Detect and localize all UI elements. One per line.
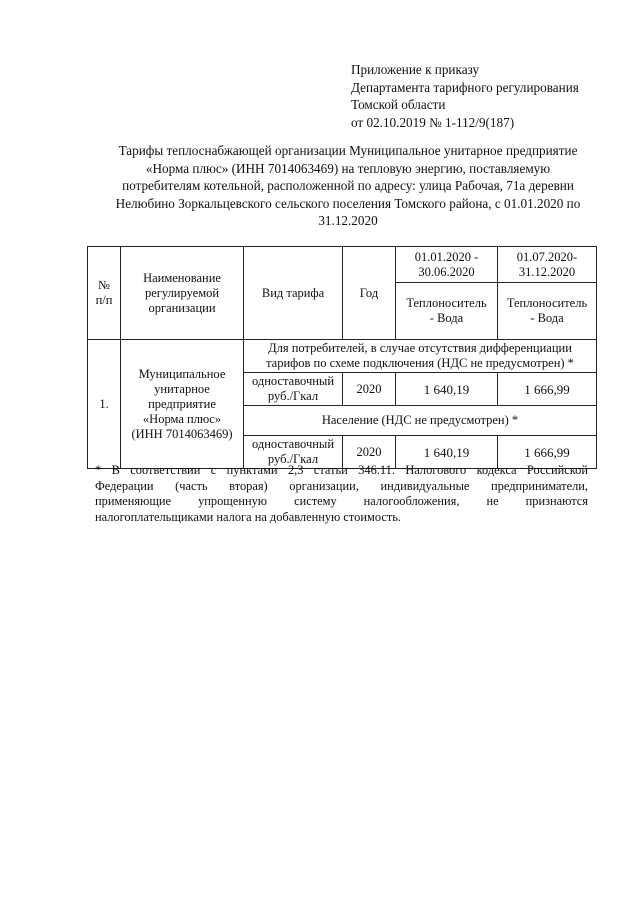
title-line: «Норма плюс» (ИНН 7014063469) на тепловую энергию, поставляемую: [145, 160, 551, 176]
group-label-population: Население (НДС не предусмотрен) *: [244, 406, 597, 436]
tariff-value-period-1: 1 640,19: [396, 373, 498, 406]
footnote: [95, 463, 588, 525]
header-row: [88, 247, 597, 283]
row-org: Муниципальное унитарное предприятие «Норма плюс» (ИНН 7014063469): [121, 340, 244, 469]
year-cell: 2020: [343, 373, 396, 406]
header-tariff-type: Вид тарифа: [244, 247, 343, 340]
tariff-value-period-2: 1 666,99: [498, 373, 597, 406]
appendix-line: Приложение к приказу: [351, 62, 480, 77]
header-year: Год: [343, 247, 396, 340]
appendix-line: Департамента тарифного регулирования: [351, 79, 579, 95]
header-period-1: 01.01.2020 - 30.06.2020: [396, 247, 498, 283]
footnote-line: Федерации (часть вторая) организации, индивидуальные предприниматели,: [95, 478, 588, 493]
header-carrier-2: Теплоноситель - Вода: [498, 283, 597, 340]
appendix-block: [351, 61, 621, 131]
appendix-line: от 02.10.2019 № 1-112/9(187): [351, 114, 515, 130]
title-line: потребителям котельной, расположенной по адресу: улица Рабочая, 71а деревни: [122, 178, 574, 193]
document-title: [88, 142, 608, 230]
tariff-value-period-2: 1 666,99: [498, 436, 597, 469]
tariff-value-period-1: 1 640,19: [396, 436, 498, 469]
group-label-consumers: Для потребителей, в случае отсутствия дифференциации тарифов по схеме подключения (НДС не предусмотрен) *: [244, 340, 597, 373]
footnote-line: * В соответствии с пунктами 2,3 статьи 346.11. Налогового кодекса Российской: [95, 463, 588, 477]
header-org: Наименование регулируемой организации: [121, 247, 244, 340]
footnote-line: применяющие упрощенную систему налогообложения, не признаются: [95, 494, 588, 508]
footnote-line: налогоплательщиками налога на добавленную стоимость.: [95, 509, 401, 524]
tariff-table: [87, 246, 597, 469]
header-period-2: 01.07.2020- 31.12.2020: [498, 247, 597, 283]
table-row: [88, 340, 597, 373]
year-cell: 2020: [343, 436, 396, 469]
header-num: № п/п: [88, 247, 121, 340]
appendix-line: Томской области: [351, 97, 446, 112]
header-carrier-1: Теплоноситель - Вода: [396, 283, 498, 340]
title-line: Тарифы теплоснабжающей организации Муниципальное унитарное предприятие: [118, 143, 578, 158]
row-num: 1.: [88, 340, 121, 469]
title-line: 31.12.2020: [318, 213, 378, 228]
tariff-type-cell: одноставочный руб./Гкал: [244, 436, 343, 469]
tariff-type-cell: одноставочный руб./Гкал: [244, 373, 343, 406]
title-line: Нелюбино Зоркальцевского сельского поселения Томского района, с 01.01.2020 по: [115, 195, 581, 211]
